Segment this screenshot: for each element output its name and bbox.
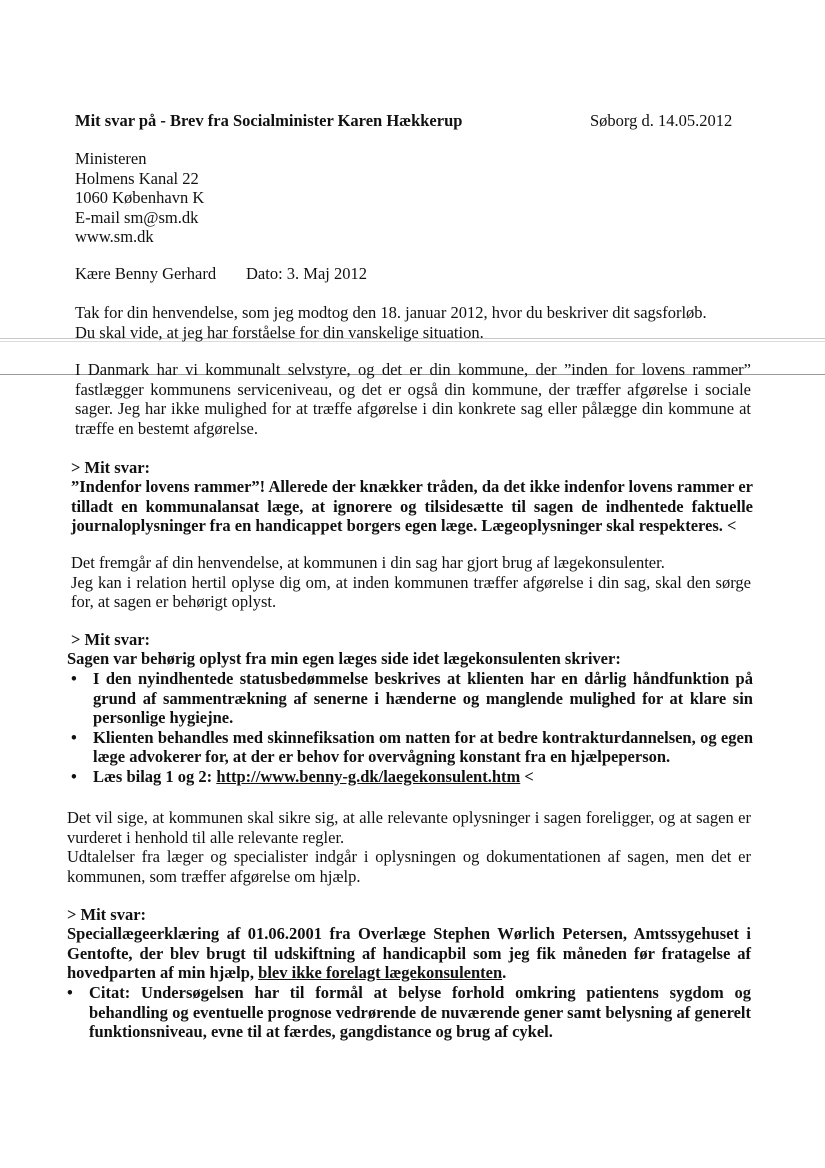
list-item: [67, 767, 753, 787]
paragraph-intro: [75, 303, 765, 342]
reply-text-end: .: [502, 963, 507, 982]
address-line: Holmens Kanal 22: [75, 168, 199, 188]
address-line: 1060 København K: [75, 188, 205, 207]
paragraph-text: Udtalelser fra læger og specialister indgår i oplysningen og dokumentationen af sagen, men det er kommunen, som træffer afgørelse om hjælp.: [67, 847, 751, 886]
citat-text: Undersøgelsen har til formål at belyse forhold omkring patientens sygdom og behandling og eventuelle prognose vedrørende de nuværende gener samt belysning af generelt funktionsniveau, evne til at færdes, gangdistance og brug af cykel.: [89, 983, 751, 1041]
paragraph-text: Jeg kan i relation hertil oplyse dig om, at inden kommunen træffer afgørelse i din sag, skal den sørge for, at sagen er behørigt oplyst.: [71, 572, 751, 611]
paragraph-text: Det vil sige, at kommunen skal sikre sig, at alle relevante oplysninger i sagen foreligger, og at sagen er vurderet i henhold til alle relevante regler.: [67, 808, 751, 847]
reply-text-underlined: blev ikke forelagt lægekonsulenten: [258, 963, 503, 982]
reply-text-main: Speciallægeerklæring af 01.06.2001 fra Overlæge Stephen Wørlich Petersen, Amtssygehuset i Gentofte, der blev brugt til udskiftning af handicapbil som jeg fik måneden før fratagelse af hovedparten af min hjælp,: [67, 924, 751, 982]
address-line: www.sm.dk: [75, 227, 154, 246]
paragraph-line: Du skal vide, at jeg har forståelse for din vanskelige situation.: [75, 322, 484, 342]
reply-text: ”Indenfor lovens rammer”! Allerede der knækker tråden, da det ikke indenfor lovens rammer er tilladt en kommunalansat læge, at ignorere og tilsidesætte til sagen de indhentede faktuelle journaloplysninger fra en handicappet borgers egen læge. Lægeoplysninger skal respekteres. <: [71, 477, 753, 535]
reply-label: > Mit svar:: [67, 905, 147, 924]
salutation: Kære Benny Gerhard: [75, 264, 217, 283]
reply-text: [67, 924, 751, 983]
reply-label: > Mit svar:: [71, 630, 151, 649]
letter-title: Mit svar på - Brev fra Socialminister Karen Hækkerup: [75, 111, 463, 130]
citat-label: Citat:: [89, 983, 131, 1002]
bullet-suffix: <: [524, 766, 534, 786]
paragraph-line: I Danmark har vi kommunalt selvstyre, og det er din kommune, der ”inden for lovens rammer”: [75, 360, 751, 379]
list-item: • I den nyindhentede statusbedømmelse beskrives at klienten har en dårlig håndfunktion på grund af sammentrækning af senerne i hænderne og manglende mulighed for at klare sin personlige hygiejne.: [67, 669, 753, 728]
reply-bullet-list: [67, 669, 753, 786]
paragraph-assessment: [67, 808, 751, 886]
place-date: Søborg d. 14.05.2012: [590, 111, 733, 130]
list-item: [63, 983, 751, 1042]
letter-date: Dato: 3. Maj 2012: [246, 264, 367, 283]
paragraph-line: Det fremgår af din henvendelse, at kommunen i din sag har gjort brug af lægekonsulenter.: [71, 553, 665, 572]
citat-list: [63, 983, 751, 1042]
list-item: • Klienten behandles med skinnefiksation om natten for at bedre kontrakturdannelsen, og egen læge advokerer for, at der er behov for overvågning konstant fra en hjælpeperson.: [67, 728, 753, 767]
reply-label: > Mit svar:: [71, 458, 151, 477]
paragraph-consultants: [71, 553, 751, 612]
bullet-prefix: Læs bilag 1 og 2:: [93, 766, 213, 786]
address-line: Ministeren: [75, 149, 147, 168]
recipient-address: [75, 149, 375, 247]
reply-intro: Sagen var behørig oplyst fra min egen læges side idet lægekonsulenten skriver:: [67, 649, 621, 668]
address-line: E-mail sm@sm.dk: [75, 207, 199, 227]
bilag-link[interactable]: http://www.benny-g.dk/laegekonsulent.htm: [216, 766, 521, 786]
paragraph-selfgovernment: [75, 360, 751, 438]
paragraph-text: fastlægger kommunens serviceniveau, og det er også din kommune, der træffer afgørelse i sociale sager. Jeg har ikke mulighed for at træffe afgørelse i din konkrete sag eller pålægge din kommune at træffe en bestemt afgørelse.: [75, 379, 751, 438]
paragraph-line: Tak for din henvendelse, som jeg modtog den 18. januar 2012, hvor du beskriver dit sagsforløb.: [75, 303, 707, 322]
